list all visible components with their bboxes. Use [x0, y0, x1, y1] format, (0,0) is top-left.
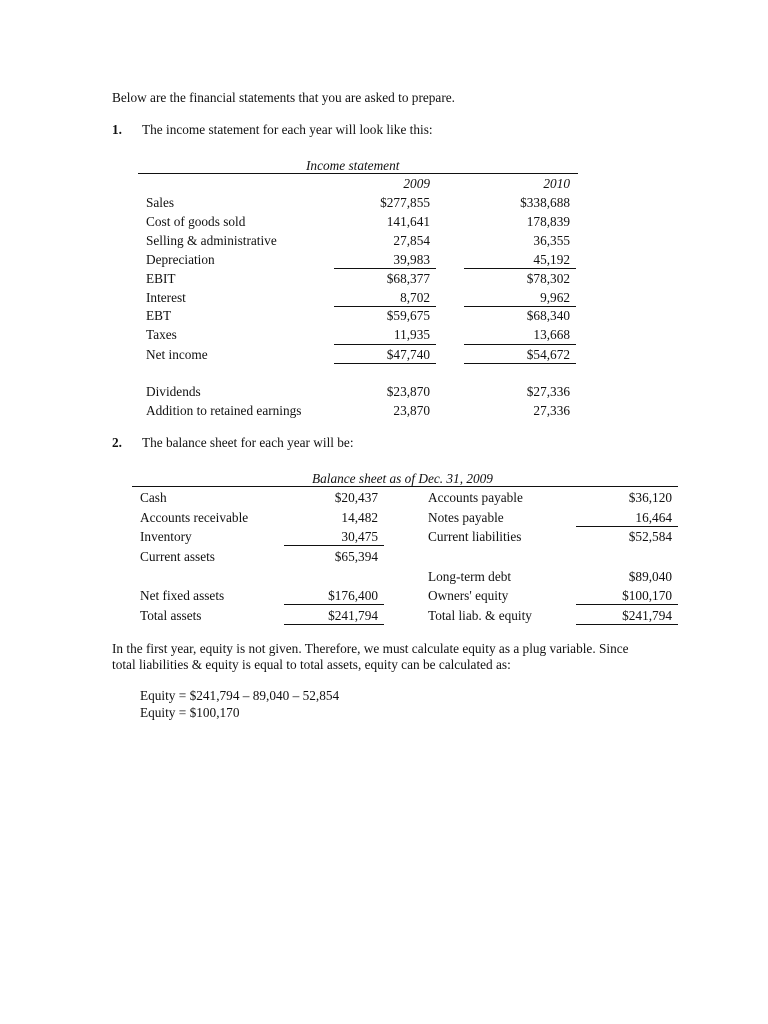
bs-value: $65,394: [334, 549, 378, 564]
bs-label-total-liab-equity: Total liab. & equity: [428, 608, 532, 623]
is-value-2010: 178,839: [526, 214, 570, 229]
is-value-2010: 13,668: [533, 327, 570, 342]
bs-value: $20,437: [334, 490, 378, 505]
year-header-2009: 2009: [403, 176, 430, 191]
is-value-2010: $338,688: [520, 195, 570, 210]
is-value-2009: 8,702: [400, 290, 430, 305]
item-1-number: 1.: [112, 122, 122, 137]
income-statement-title: Income statement: [306, 158, 400, 173]
bs-value: 30,475: [341, 529, 378, 544]
total-rule: [576, 624, 678, 625]
bs-label-notes-payable: Notes payable: [428, 510, 504, 525]
balance-top-rule: [132, 486, 678, 487]
bs-label-long-term-debt: Long-term debt: [428, 569, 512, 584]
equity-equation-2: Equity = $100,170: [140, 705, 240, 720]
explanation-line-2: total liabilities & equity is equal to total assets, equity can be calculated as:: [112, 657, 511, 672]
total-rule: [334, 363, 436, 364]
is-label-retained-earnings: Addition to retained earnings: [146, 403, 302, 418]
subtotal-rule: [334, 268, 436, 269]
subtotal-rule: [464, 268, 576, 269]
is-label-taxes: Taxes: [146, 327, 177, 342]
is-label-interest: Interest: [146, 290, 186, 305]
is-value-2009: 11,935: [393, 327, 430, 342]
is-value-2009: $23,870: [386, 384, 430, 399]
intro-text: Below are the financial statements that you are asked to prepare.: [112, 90, 455, 105]
bs-label-net-fixed-assets: Net fixed assets: [140, 588, 225, 603]
item-1-text: The income statement for each year will look like this:: [142, 122, 433, 137]
subtotal-rule: [334, 344, 436, 345]
is-value-2010: $78,302: [526, 271, 570, 286]
bs-label-cash: Cash: [140, 490, 167, 505]
is-value-2009: $59,675: [386, 308, 430, 323]
subtotal-rule: [284, 545, 384, 546]
subtotal-rule: [284, 604, 384, 605]
total-rule: [284, 624, 384, 625]
explanation-line-1: In the first year, equity is not given. Therefore, we must calculate equity as a plug variable. Since: [112, 641, 629, 656]
is-value-2009: $68,377: [386, 271, 430, 286]
bs-value: $52,584: [628, 529, 672, 544]
is-label-dividends: Dividends: [146, 384, 201, 399]
is-value-2010: 9,962: [540, 290, 570, 305]
is-value-2009: 141,641: [386, 214, 430, 229]
is-value-2009: $47,740: [386, 347, 430, 362]
bs-label-current-assets: Current assets: [140, 549, 215, 564]
is-value-2009: $277,855: [380, 195, 430, 210]
total-rule: [464, 363, 576, 364]
is-value-2009: 27,854: [393, 233, 430, 248]
subtotal-rule: [464, 344, 576, 345]
is-value-2010: 27,336: [533, 403, 570, 418]
bs-label-inventory: Inventory: [140, 529, 192, 544]
bs-value: $241,794: [622, 608, 672, 623]
is-label-sales: Sales: [146, 195, 175, 210]
is-label-sga: Selling & administrative: [146, 233, 277, 248]
subtotal-rule: [334, 306, 436, 307]
bs-label-total-assets: Total assets: [140, 608, 202, 623]
income-top-rule: [138, 173, 578, 174]
year-header-2010: 2010: [543, 176, 570, 191]
is-value-2009: 23,870: [393, 403, 430, 418]
bs-label-accounts-receivable: Accounts receivable: [140, 510, 249, 525]
bs-label-accounts-payable: Accounts payable: [428, 490, 523, 505]
bs-label-owners-equity: Owners' equity: [428, 588, 509, 603]
is-value-2010: $68,340: [526, 308, 570, 323]
is-label-ebit: EBIT: [146, 271, 176, 286]
bs-label-current-liabilities: Current liabilities: [428, 529, 522, 544]
bs-value: $89,040: [628, 569, 672, 584]
is-value-2010: 36,355: [533, 233, 570, 248]
subtotal-rule: [576, 526, 678, 527]
bs-value: $176,400: [328, 588, 378, 603]
is-value-2010: 45,192: [533, 252, 570, 267]
item-2-text: The balance sheet for each year will be:: [142, 435, 354, 450]
bs-value: $100,170: [622, 588, 672, 603]
bs-value: $241,794: [328, 608, 378, 623]
item-2-number: 2.: [112, 435, 122, 450]
bs-value: 14,482: [341, 510, 378, 525]
subtotal-rule: [464, 306, 576, 307]
bs-value: 16,464: [635, 510, 672, 525]
is-value-2009: 39,983: [393, 252, 430, 267]
is-label-cogs: Cost of goods sold: [146, 214, 246, 229]
subtotal-rule: [576, 604, 678, 605]
is-label-ebt: EBT: [146, 308, 172, 323]
equity-equation-1: Equity = $241,794 – 89,040 – 52,854: [140, 688, 340, 703]
is-label-net-income: Net income: [146, 347, 208, 362]
is-value-2010: $27,336: [526, 384, 570, 399]
is-label-depreciation: Depreciation: [146, 252, 215, 267]
is-value-2010: $54,672: [526, 347, 570, 362]
bs-value: $36,120: [628, 490, 672, 505]
balance-sheet-title: Balance sheet as of Dec. 31, 2009: [312, 471, 493, 486]
